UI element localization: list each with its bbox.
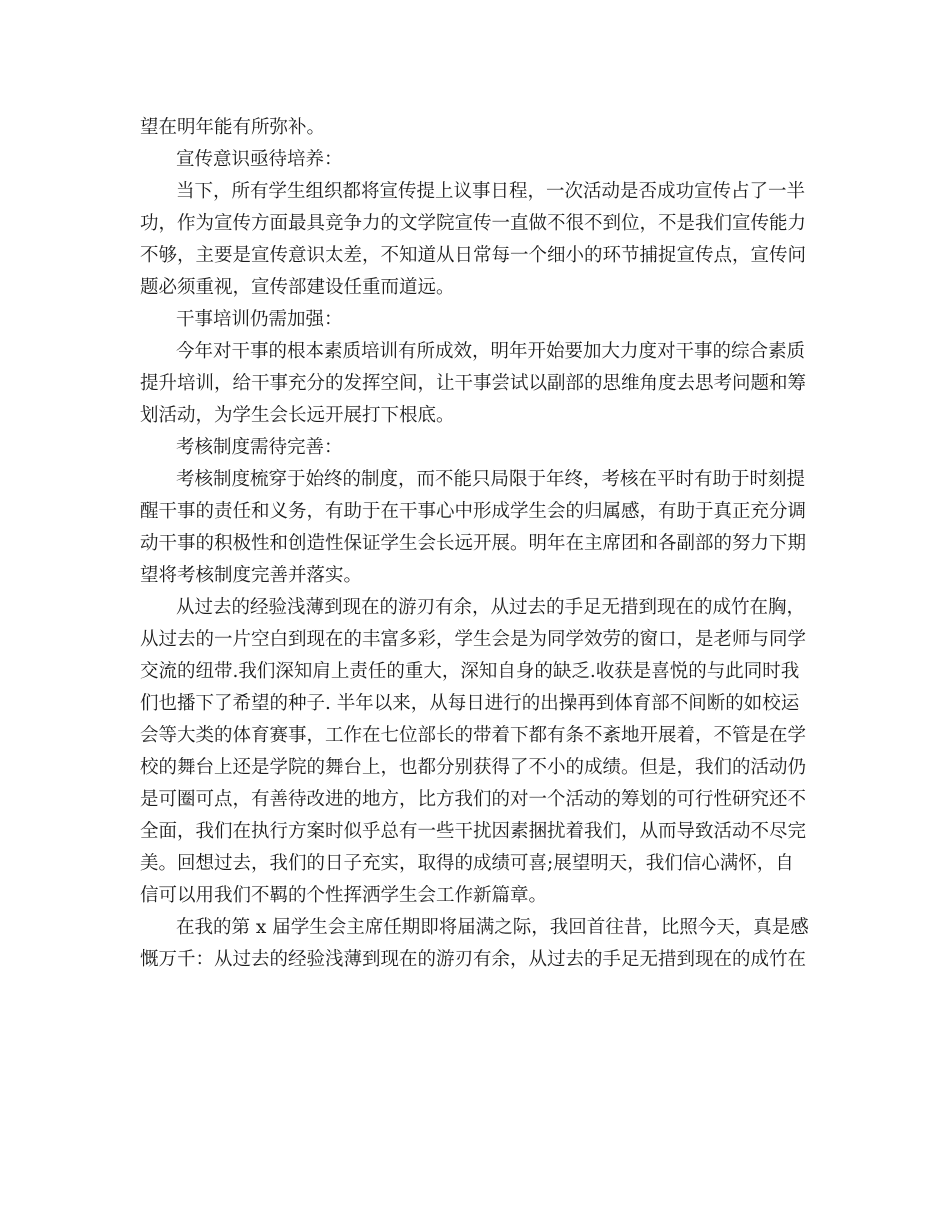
text-line: 们也播下了希望的种子. 半年以来，从每日进行的出操再到体育部不间断的如校运 xyxy=(140,693,800,714)
text-line: 是可圈可点，有善待改进的地方，比方我们的对一个活动的筹划的可行性研究还不 xyxy=(140,789,807,810)
text-line: 在我的第 x 届学生会主席任期即将届满之际，我回首往昔，比照今天，真是感 xyxy=(176,917,809,938)
text-line: 划活动，为学生会长远开展打下根底。 xyxy=(140,405,455,426)
section-heading: 宣传意识亟待培养： xyxy=(176,149,343,170)
text-line: 今年对干事的根本素质培训有所成效，明年开始要加大力度对干事的综合素质 xyxy=(176,341,806,362)
section-heading: 干事培训仍需加强： xyxy=(176,309,343,330)
text-line: 从过去的经验浅薄到现在的游刃有余，从过去的手足无措到现在的成竹在胸， xyxy=(176,597,806,618)
text-line: 美。回想过去，我们的日子充实，取得的成绩可喜;展望明天，我们信心满怀，自 xyxy=(140,853,794,874)
text-line: 功，作为宣传方面最具竞争力的文学院宣传一直做不很不到位，不是我们宣传能力 xyxy=(140,213,807,234)
text-line: 提升培训，给干事充分的发挥空间，让干事尝试以副部的思维角度去思考问题和筹 xyxy=(140,373,807,394)
text-line: 当下，所有学生组织都将宣传提上议事日程，一次活动是否成功宣传占了一半 xyxy=(176,181,806,202)
text-line: 题必须重视，宣传部建设任重而道远。 xyxy=(140,277,455,298)
text-line: 不够，主要是宣传意识太差，不知道从日常每一个细小的环节捕捉宣传点，宣传问 xyxy=(140,245,807,266)
text-line: 考核制度梳穿于始终的制度，而不能只局限于年终，考核在平时有助于时刻提 xyxy=(176,469,806,490)
text-line: 从过去的一片空白到现在的丰富多彩，学生会是为同学效劳的窗口，是老师与同学 xyxy=(140,629,807,650)
document-body xyxy=(140,112,812,976)
text-line: 慨万千：从过去的经验浅薄到现在的游刃有余，从过去的手足无措到现在的成竹在 xyxy=(140,949,807,970)
text-line: 交流的纽带.我们深知肩上责任的重大，深知自身的缺乏.收获是喜悦的与此同时我 xyxy=(140,661,800,682)
text-line: 校的舞台上还是学院的舞台上，也都分别获得了不小的成绩。但是，我们的活动仍 xyxy=(140,757,807,778)
text-line: 望在明年能有所弥补。 xyxy=(140,117,326,138)
text-line: 信可以用我们不羁的个性挥洒学生会工作新篇章。 xyxy=(140,885,548,906)
section-heading: 考核制度需待完善： xyxy=(176,437,343,458)
text-line: 全面，我们在执行方案时似乎总有一些干扰因素捆扰着我们，从而导致活动不尽完 xyxy=(140,821,807,842)
text-line: 动干事的积极性和创造性保证学生会长远开展。明年在主席团和各副部的努力下期 xyxy=(140,533,807,554)
text-line: 醒干事的责任和义务，有助于在干事心中形成学生会的归属感，有助于真正充分调 xyxy=(140,501,807,522)
text-line: 望将考核制度完善并落实。 xyxy=(140,565,363,586)
text-line: 会等大类的体育赛事，工作在七位部长的带着下都有条不紊地开展着，不管是在学 xyxy=(140,725,807,746)
